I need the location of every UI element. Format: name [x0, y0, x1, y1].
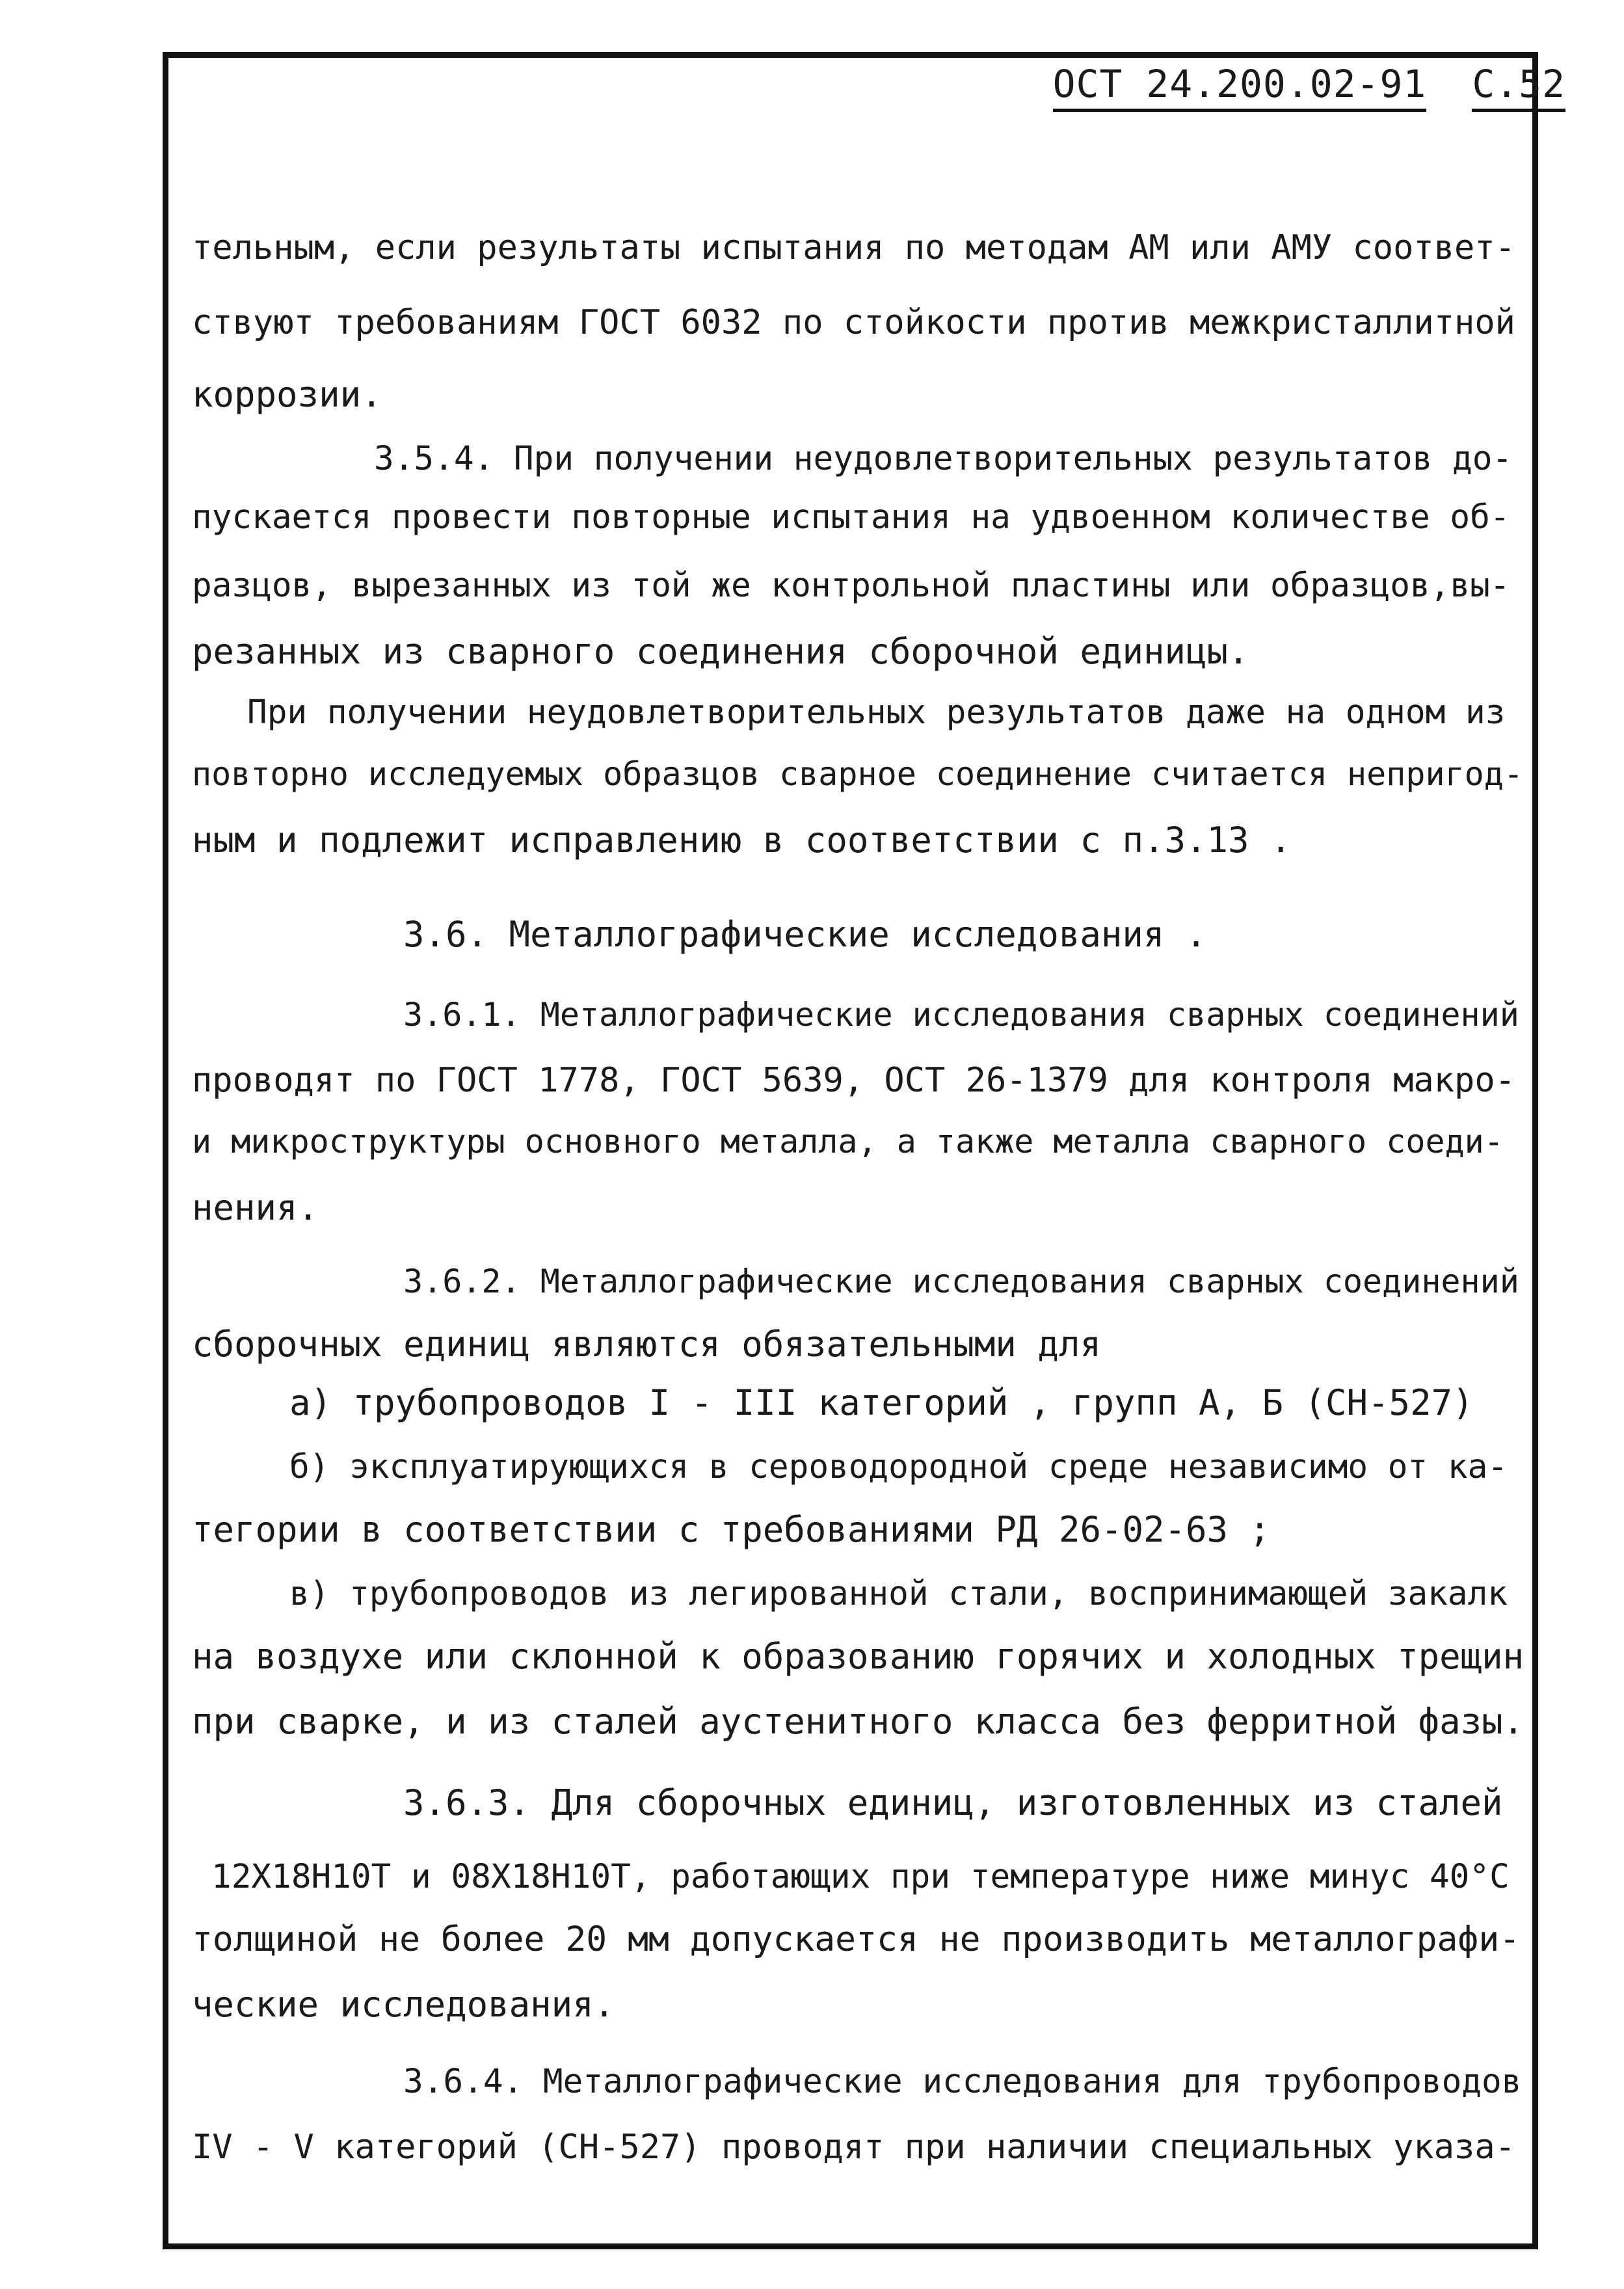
- paragraph-start: При получении неудовлетворительных результатов даже на одном из: [247, 693, 1506, 732]
- list-item: в) трубопроводов из легированной стали, воспринимающей закалк: [289, 1575, 1508, 1613]
- paragraph-start: 3.6.3. Для сборочных единиц, изготовленных из сталей: [403, 1782, 1503, 1823]
- paragraph-start: 3.6.4. Металлографические исследования для трубопроводов: [403, 2063, 1522, 2101]
- text-line: резанных из сварного соединения сборочной единицы.: [192, 631, 1249, 672]
- document-code: ОСТ 24.200.02-91: [1053, 62, 1427, 112]
- text-line: пускается провести повторные испытания на удвоенном количестве об-: [192, 498, 1510, 537]
- page-header: [1053, 62, 1565, 106]
- paragraph-start: 3.6.1. Металлографические исследования сварных соединений: [403, 996, 1519, 1034]
- text-line: тегории в соответствии с требованиями РД 26-02-63 ;: [192, 1509, 1271, 1550]
- text-line: ным и подлежит исправлению в соответствии с п.3.13 .: [192, 820, 1292, 861]
- text-line: и микроструктуры основного металла, а также металла сварного соеди-: [192, 1123, 1504, 1160]
- text-line: 12Х18Н10Т и 08Х18Н10Т, работающих при температуре ниже минус 40°С: [211, 1858, 1510, 1896]
- text-line: на воздухе или склонной к образованию горячих и холодных трещин: [192, 1636, 1524, 1677]
- text-line: при сварке, и из сталей аустенитного класса без ферритной фазы.: [192, 1701, 1524, 1742]
- section-heading: 3.6. Металлографические исследования .: [403, 914, 1207, 955]
- paragraph-start: 3.6.2. Металлографические исследования сварных соединений: [403, 1263, 1519, 1300]
- text-line: повторно исследуемых образцов сварное соединение считается непригод-: [192, 755, 1523, 793]
- list-item: а) трубопроводов I - III категорий , групп А, Б (СН-527): [289, 1382, 1474, 1423]
- text-line: сборочных единиц являются обязательными для: [192, 1324, 1101, 1365]
- text-line: нения.: [192, 1187, 319, 1228]
- text-line: ствуют требованиям ГОСТ 6032 по стойкости против межкристаллитной: [192, 303, 1515, 342]
- text-line: тельным, если результаты испытания по методам АМ или АМУ соответ-: [192, 228, 1515, 267]
- text-line: проводят по ГОСТ 1778, ГОСТ 5639, ОСТ 26-1379 для контроля макро-: [192, 1061, 1515, 1100]
- text-line: коррозии.: [192, 374, 382, 415]
- text-line: IV - V категорий (СН-527) проводят при наличии специальных указа-: [192, 2128, 1515, 2167]
- paragraph-start: 3.5.4. При получении неудовлетворительных результатов до-: [374, 440, 1513, 478]
- text-line: ческие исследования.: [192, 1984, 615, 2025]
- text-line: разцов, вырезанных из той же контрольной пластины или образцов,вы-: [192, 567, 1510, 605]
- list-item: б) эксплуатирующихся в сероводородной среде независимо от ка-: [289, 1448, 1508, 1486]
- text-line: толщиной не более 20 мм допускается не производить металлографи-: [192, 1920, 1521, 1959]
- page-number: С.52: [1472, 62, 1565, 112]
